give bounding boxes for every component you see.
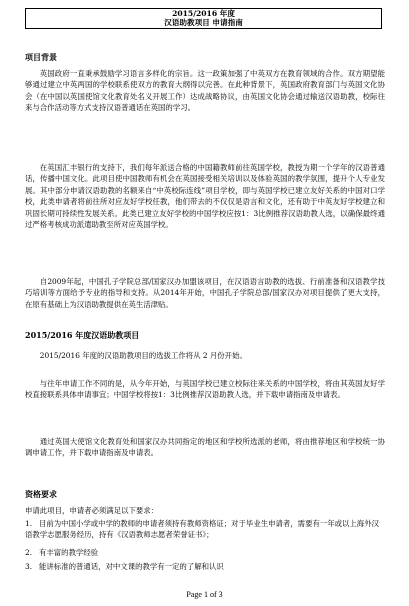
background-paragraph-2: 在英国汇丰银行的支持下，我们每年派送合格的中国籍教师前往英国学校，教授为期一个学年的汉语普通话，传播中国文化。此项目使中国教师有机会在英国接受相关培训以及体验英国的教学氛围，提升个人专业发展。其中部分申请汉语助教的名额来自“中英校际连线”项目学校，即与英国学校已建立友好关系的中国对口学校，此类申请者将前往所对应友好学校任教，他们带去的不仅仅是语言和文化，还有助于中英友好学校建立和巩固长期可持续性发展关系。此类已建立友好学校的中国学校应按1：3比例推荐汉语助教人选，以确保最终通过严格考核成功派遣助教至所对应英国学校。 [25, 163, 385, 230]
qualification-item [25, 547, 385, 558]
list-text: 有丰富的教学经验 [39, 548, 99, 557]
list-text: 目前为中国小学或中学的教师的申请者须持有教师资格证；对于毕业生申请者，需要有一年或以上海外汉语教学志愿服务经历，持有《汉语教师志愿者荣誉证书》； [25, 519, 379, 540]
page-number: Page 1 of 3 [186, 590, 223, 599]
title-box [25, 8, 382, 29]
list-number: 1. [25, 519, 33, 528]
qualification-item [25, 518, 385, 541]
background-paragraph-3: 自2009年起，中国孔子学院总部/国家汉办加盟该项目，在汉语语言助教的选拔、行前准备和汉语教学技巧培训等方面给予专业的指导和支持。从2014年开始，中国孔子学院总部/国家汉办对项目提供了更大支持，在原有基础上为汉语助教提供在英生活津贴。 [25, 277, 385, 309]
title-year: 2015/2016 年度 [172, 9, 235, 18]
project-paragraph-1: 2015/2016 年度的汉语助教项目的选拔工作将从 2 月份开始。 [39, 351, 247, 360]
background-paragraph-1: 英国政府一直秉承鼓励学习语言多样化的宗旨。这一政策加强了中英双方在教育领域的合作。双方期望能够通过建立中英两国的学校联系使双方的教育大纲得以完善。在此种背景下，英国政府教育部门与英国文化协会（在中国以英国使馆文化教育处名义开展工作）达成战略协议，由英国文化协会通过输送汉语助教，校际往来与合作活动等方式支持汉语普通话在英国的学习。 [25, 69, 385, 113]
list-text: 能讲标准的普通话，对中文课的教学有一定的了解和认识 [39, 562, 224, 571]
qualification-heading: 资格要求 [25, 489, 57, 499]
project-paragraph-3: 通过英国大使馆文化教育处和国家汉办共同指定的地区和学校所选派的老师，将由推荐地区和学校统一协调申请工作，并下载申请指南及申请表。 [25, 437, 385, 458]
qualification-intro: 申请此项目，申请者必须满足以下要求： [25, 506, 159, 515]
background-heading: 项目背景 [25, 52, 57, 62]
title-main: 汉语助教项目 申请指南 [164, 18, 243, 27]
project-paragraph-2: 与往年申请工作不同的是，从今年开始，与英国学校已建立校际往来关系的中国学校，将由其英国友好学校直接联系具体申请事宜；中国学校将按1：3比例推荐汉语助教人选，并下载申请指南及申请表。 [25, 379, 385, 400]
list-number: 2. [25, 548, 33, 557]
qualification-item [25, 561, 385, 572]
project-heading: 2015/2016 年度汉语助教项目 [25, 330, 140, 340]
list-number: 3. [25, 562, 33, 571]
